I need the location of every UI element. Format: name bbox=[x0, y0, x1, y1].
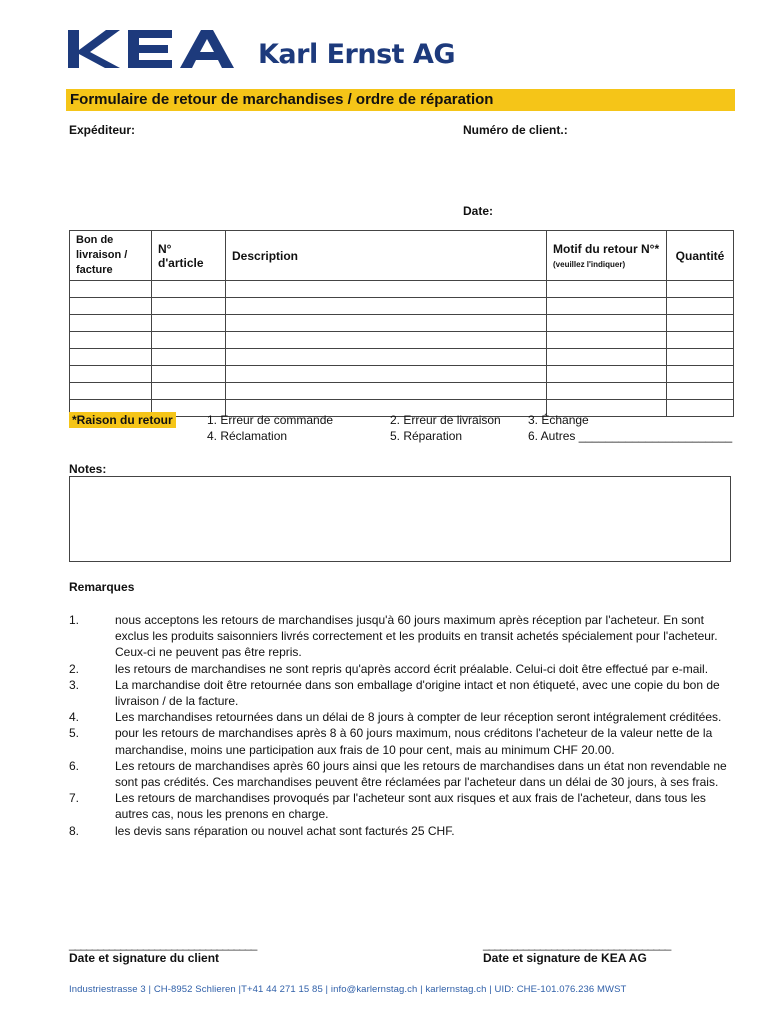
remark-number: 2. bbox=[69, 661, 80, 676]
quantity-cell[interactable] bbox=[667, 315, 734, 332]
date-label: Date: bbox=[463, 204, 494, 218]
reason-option-3: 3. Échange bbox=[528, 413, 589, 427]
form-title: Formulaire de retour de marchandises / ordre de réparation bbox=[66, 89, 735, 111]
notes-label: Notes: bbox=[69, 462, 107, 476]
kea-logo-mark bbox=[68, 28, 240, 70]
description-cell[interactable] bbox=[226, 383, 547, 400]
remark-text: nous acceptons les retours de marchandises jusqu'à 60 jours maximum après réception par l'acheteur. En sont exclus les produits saisonniers livrés correctement et les produits en transit achetés spécialement pour l'acheteur. Ceux-ci ne peuvent pas être repris. bbox=[115, 613, 718, 660]
reason-cell[interactable] bbox=[547, 349, 667, 366]
col-quantity: Quantité bbox=[667, 231, 734, 281]
remarks-list bbox=[69, 612, 739, 839]
remark-item bbox=[69, 661, 739, 677]
remark-item bbox=[69, 725, 739, 757]
col-description: Description bbox=[226, 231, 547, 281]
return-items-table bbox=[69, 230, 734, 417]
table-row bbox=[70, 332, 734, 349]
remark-number: 1. bbox=[69, 613, 80, 627]
delivery-note-cell[interactable] bbox=[70, 366, 152, 383]
table-row bbox=[70, 315, 734, 332]
col-article-number: N° d'article bbox=[152, 231, 226, 281]
article-number-cell[interactable] bbox=[152, 383, 226, 400]
remark-number: 3. bbox=[69, 677, 80, 692]
kea-signature-line[interactable]: _________________________________ bbox=[483, 937, 671, 951]
company-name: Karl Ernst AG bbox=[258, 39, 456, 70]
remark-item bbox=[69, 709, 739, 725]
description-cell[interactable] bbox=[226, 366, 547, 383]
article-number-cell[interactable] bbox=[152, 315, 226, 332]
reason-cell[interactable] bbox=[547, 383, 667, 400]
remark-text: Les marchandises retournées dans un délai de 8 jours à compter de leur réception seront intégralement créditées. bbox=[115, 710, 722, 725]
table-header-row bbox=[70, 231, 734, 281]
remarks-title: Remarques bbox=[69, 580, 135, 594]
quantity-cell[interactable] bbox=[667, 281, 734, 298]
quantity-cell[interactable] bbox=[667, 349, 734, 366]
article-number-cell[interactable] bbox=[152, 298, 226, 315]
client-number-label: Numéro de client.: bbox=[463, 123, 568, 137]
reason-option-4: 4. Réclamation bbox=[207, 429, 288, 443]
remark-number: 6. bbox=[69, 758, 80, 773]
col-return-reason bbox=[547, 231, 667, 281]
delivery-note-cell[interactable] bbox=[70, 383, 152, 400]
return-reason-header-label: Motif du retour N°* bbox=[553, 241, 660, 256]
reason-option-1: 1. Erreur de commande bbox=[207, 413, 334, 427]
description-cell[interactable] bbox=[226, 315, 547, 332]
remark-number: 8. bbox=[69, 823, 80, 838]
reason-cell[interactable] bbox=[547, 281, 667, 298]
footer-contact: Industriestrasse 3 | CH-8952 Schlieren |T+41 44 271 15 85 | info@karlernstag.ch | karlernstag.ch | UID: CHE-101.076.236 MWST bbox=[69, 984, 627, 995]
remark-text: La marchandise doit être retournée dans son emballage d'origine intact et non étiqueté, avec une copie du bon de livraison / de la facture. bbox=[115, 677, 720, 709]
delivery-note-cell[interactable] bbox=[70, 315, 152, 332]
article-number-cell[interactable] bbox=[152, 332, 226, 349]
remark-text: Les retours de marchandises provoqués par l'acheteur sont aux risques et aux frais de l'acheteur, dans tous les autres cas, nous les prenons en charge. bbox=[115, 791, 706, 822]
description-cell[interactable] bbox=[226, 332, 547, 349]
remark-item bbox=[69, 823, 739, 839]
remark-text: les devis sans réparation ou nouvel achat sont facturés 25 CHF. bbox=[115, 823, 455, 838]
table-row bbox=[70, 281, 734, 298]
reason-option-6: 6. Autres _______________________ bbox=[528, 429, 733, 443]
table-row bbox=[70, 349, 734, 366]
reason-cell[interactable] bbox=[547, 332, 667, 349]
return-reason-label: *Raison du retour bbox=[69, 412, 176, 428]
remark-text: les retours de marchandises ne sont repris qu'après accord écrit préalable. Celui-ci doit être effectué par e-mail. bbox=[115, 661, 709, 676]
remark-text: pour les retours de marchandises après 8 à 60 jours maximum, nous créditons l'acheteur de la valeur nette de la marchandise, moins une participation aux frais de 10 pour cent, mais au minimum CHF 20.00. bbox=[115, 726, 713, 757]
client-signature-line[interactable]: _________________________________ bbox=[69, 937, 257, 951]
article-number-cell[interactable] bbox=[152, 281, 226, 298]
remark-text: Les retours de marchandises après 60 jours ainsi que les retours de marchandises dans un état non revendable ne sont pas crédités. Ces marchandises peuvent être réclamées par l'acheteur dans un délai de 30 jours, à ses frais. bbox=[115, 758, 727, 790]
delivery-note-cell[interactable] bbox=[70, 349, 152, 366]
kea-signature-label: Date et signature de KEA AG bbox=[483, 951, 647, 965]
delivery-note-cell[interactable] bbox=[70, 298, 152, 315]
description-cell[interactable] bbox=[226, 281, 547, 298]
quantity-cell[interactable] bbox=[667, 332, 734, 349]
description-cell[interactable] bbox=[226, 349, 547, 366]
quantity-cell[interactable] bbox=[667, 383, 734, 400]
client-signature-label: Date et signature du client bbox=[69, 951, 220, 965]
quantity-cell[interactable] bbox=[667, 298, 734, 315]
return-reason-hint: (veuillez l'indiquer) bbox=[553, 259, 626, 269]
remark-item bbox=[69, 790, 739, 822]
reason-option-2: 2. Erreur de livraison bbox=[390, 413, 501, 427]
reason-cell[interactable] bbox=[547, 366, 667, 383]
reason-cell[interactable] bbox=[547, 315, 667, 332]
sender-label: Expéditeur: bbox=[69, 123, 136, 137]
reason-option-5: 5. Réparation bbox=[390, 429, 463, 443]
quantity-cell[interactable] bbox=[667, 400, 734, 417]
article-number-cell[interactable] bbox=[152, 349, 226, 366]
table-row bbox=[70, 366, 734, 383]
notes-field[interactable] bbox=[69, 476, 731, 562]
table-body bbox=[70, 281, 734, 417]
article-number-cell[interactable] bbox=[152, 366, 226, 383]
reason-cell[interactable] bbox=[547, 298, 667, 315]
col-delivery-note: Bon de livraison / facture bbox=[70, 231, 152, 281]
remark-number: 7. bbox=[69, 791, 80, 806]
table-row bbox=[70, 298, 734, 315]
company-logo bbox=[68, 24, 455, 70]
remark-item bbox=[69, 612, 739, 661]
remark-item bbox=[69, 677, 739, 709]
delivery-note-cell[interactable] bbox=[70, 332, 152, 349]
quantity-cell[interactable] bbox=[667, 366, 734, 383]
table-row bbox=[70, 383, 734, 400]
remark-number: 4. bbox=[69, 710, 80, 725]
description-cell[interactable] bbox=[226, 298, 547, 315]
remark-number: 5. bbox=[69, 726, 80, 741]
delivery-note-cell[interactable] bbox=[70, 281, 152, 298]
remark-item bbox=[69, 758, 739, 790]
